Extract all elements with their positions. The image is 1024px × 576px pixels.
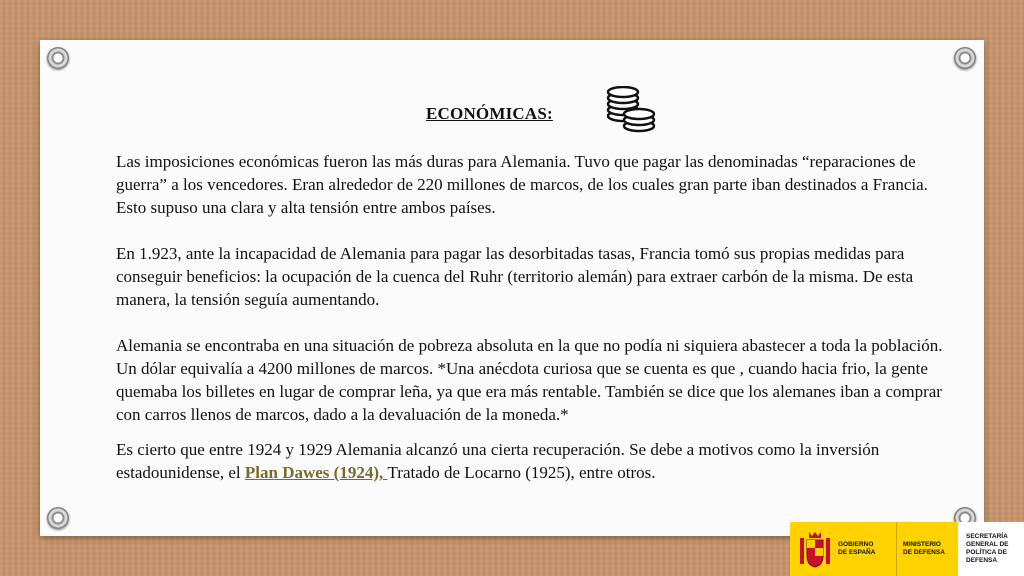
gobierno-line-1: GOBIERNO [838, 541, 874, 548]
paragraph-pobreza: Alemania se encontraba en una situación de pobreza absoluta en la que no podía ni siquiera abastecer a toda la población. Un dólar equivalía a 4200 millones de marcos. *Una anécdota curiosa que se cuenta es que , cuando hacia frio, la gente quemaba los billetes en lugar de comprar leña, ya que era más rentable. También se dice que los alemanes iban a comprar con carros llenos de marcos, dado a la devaluación de la moneda.* [116, 336, 943, 424]
gobierno-logo [790, 522, 896, 576]
secretaria-line-1: SECRETARÍA GENERAL DE [966, 533, 1009, 548]
secretaria-line-2: POLÍTICA DE DEFENSA [966, 549, 1007, 564]
paragraph-recuperacion [116, 438, 946, 484]
pin-icon [47, 507, 69, 529]
coins-icon [603, 86, 657, 134]
pin-icon [47, 47, 69, 69]
paragraph-ruhr: En 1.923, ante la incapacidad de Alemania para pagar las desorbitadas tasas, Francia tomó sus propias medidas para conseguir beneficios: la ocupación de la cuenca del Ruhr (territorio alemán) para extraer carbón de la misma. De esta manera, la tensión seguía aumentando. [116, 244, 914, 309]
pin-icon [954, 47, 976, 69]
ministerio-line-1: MINISTERIO [903, 541, 941, 548]
secretaria-label [958, 522, 1024, 576]
coat-of-arms-icon [798, 528, 832, 570]
slide-body [116, 150, 946, 507]
paragraph-reparaciones: Las imposiciones económicas fueron las más duras para Alemania. Tuvo que pagar las denominadas “reparaciones de guerra” a los vencedores. Eran alrededor de 220 millones de marcos, de los cuales gran parte iban destinados a Francia. Esto supuso una clara y alta tensión entre ambos países. [116, 152, 928, 217]
recuperacion-text-end: Tratado de Locarno (1925), entre otros. [387, 463, 656, 482]
gobierno-label [838, 541, 875, 557]
ministerio-line-2: DE DEFENSA [903, 549, 945, 556]
footer-logo-bar [790, 522, 1024, 576]
recuperacion-text: Es cierto que entre 1924 y 1929 Alemania alcanzó una cierta recuperación. Se debe a motivos como la inversión estadounidense, el [116, 440, 880, 482]
ministerio-label [896, 522, 958, 576]
slide-heading: ECONÓMICAS: [426, 104, 553, 123]
plan-dawes-link[interactable]: Plan Dawes (1924), [244, 463, 388, 482]
gobierno-line-2: DE ESPAÑA [838, 549, 876, 556]
